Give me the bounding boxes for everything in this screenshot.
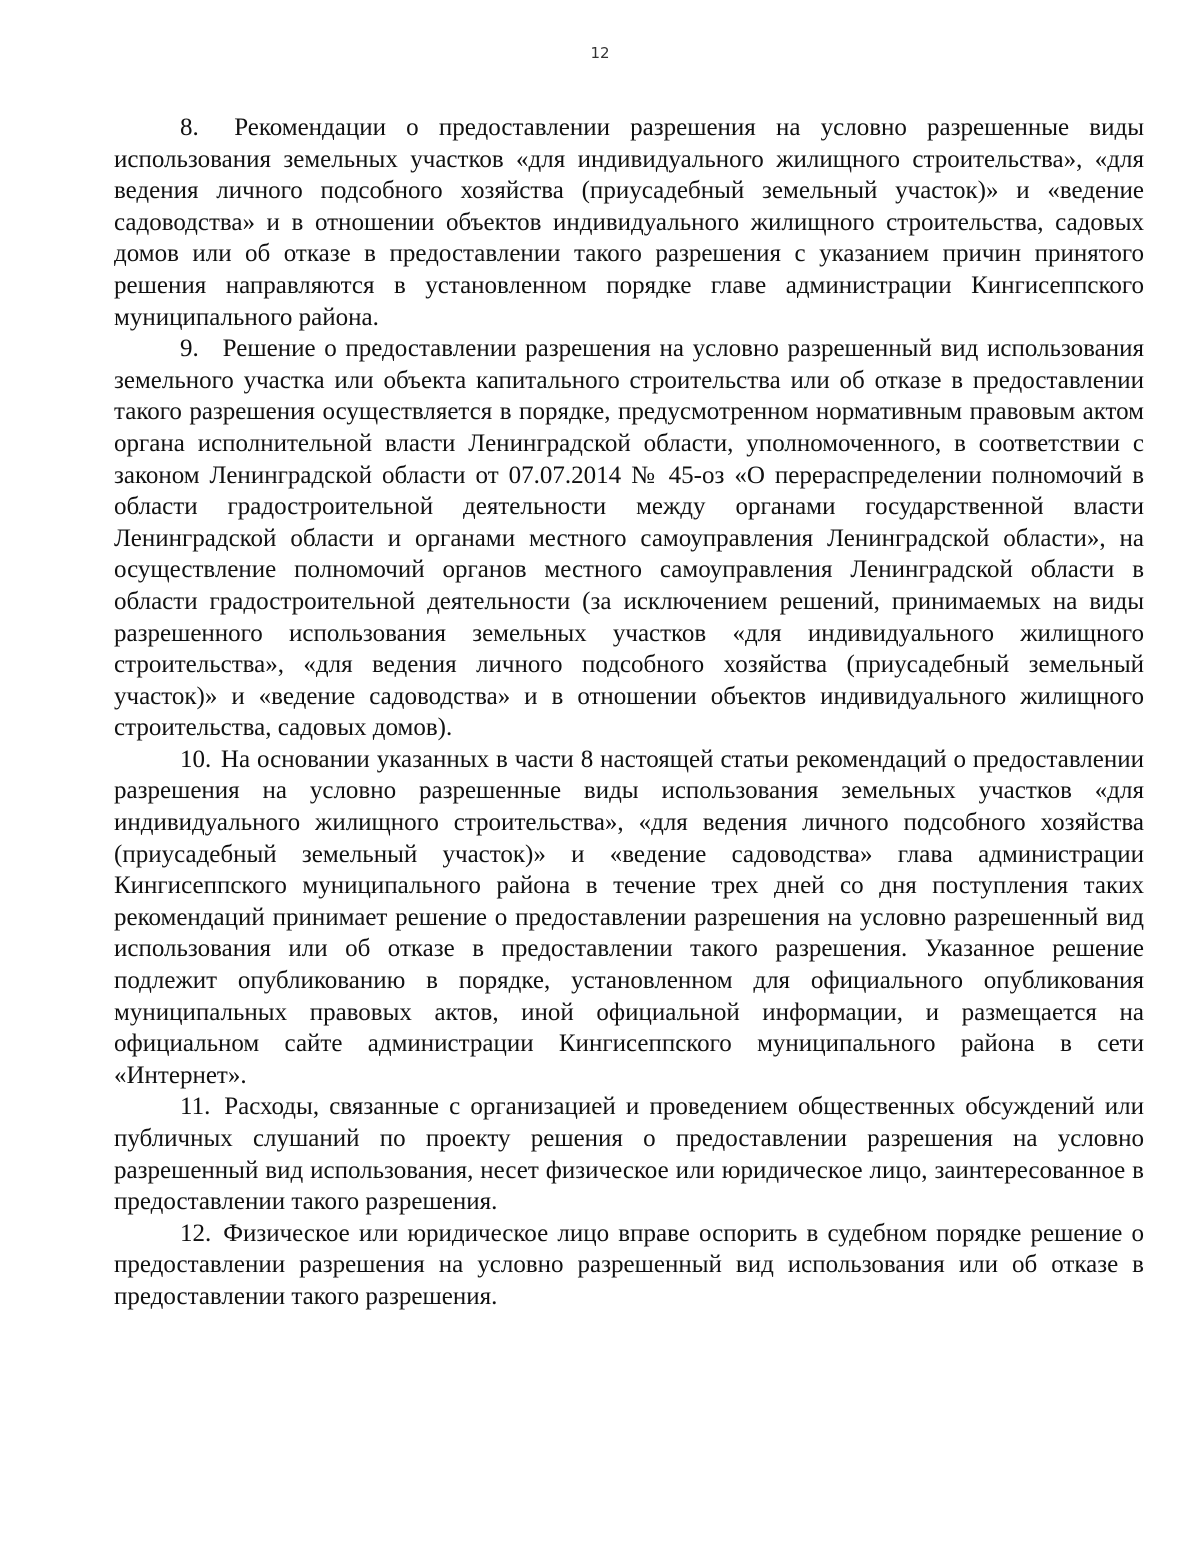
paragraph-8 (114, 112, 1144, 333)
paragraph-number: 9. (180, 335, 199, 363)
paragraph-12 (114, 1218, 1144, 1313)
paragraph-9 (114, 333, 1144, 744)
paragraph-number: 11. (180, 1093, 211, 1121)
document-body (114, 112, 1144, 1313)
page-number: 12 (590, 44, 610, 62)
paragraph-11 (114, 1091, 1144, 1217)
paragraph-number: 12. (180, 1219, 212, 1247)
paragraph-number: 8. (180, 114, 199, 141)
paragraph-text: Физическое или юридическое лицо вправе оспорить в судебном порядке решение о предоставлении разрешения на условно разрешенный вид использования или об отказе в предоставлении такого разрешения. (114, 1219, 1144, 1310)
paragraph-number: 10. (180, 745, 212, 773)
paragraph-text: Рекомендации о предоставлении разрешения на условно разрешенные виды использования земельных участков «для индивидуального жилищного строительства», «для ведения личного подсобного хозяйства (приусадебный земельный участок)» и «ведение садоводства» и в отношении объектов индивидуального жилищного строительства, садовых домов или об отказе в предоставлении такого разрешения с указанием причин принятого решения направляются в установленном порядке главе администрации Кингисеппского муниципального района. (114, 114, 1144, 331)
paragraph-text: На основании указанных в части 8 настоящей статьи рекомендаций о предоставлении разрешения на условно разрешенные виды использования земельных участков «для индивидуального жилищного строительства», «для ведения личного подсобного хозяйства (приусадебный земельный участок)» и «ведение садоводства» глава администрации Кингисеппского муниципального района в течение трех дней со дня поступления таких рекомендаций принимает решение о предоставлении разрешения на условно разрешенный вид использования или об отказе в предоставлении такого разрешения. Указанное решение подлежит опубликованию в порядке, установленном для официального опубликования муниципальных правовых актов, иной официальной информации, и размещается на официальном сайте администрации Кингисеппского муниципального района в сети «Интернет». (114, 745, 1144, 1089)
paragraph-text: Расходы, связанные с организацией и проведением общественных обсуждений или публичных слушаний по проекту решения о предоставлении разрешения на условно разрешенный вид использования, несет физическое или юридическое лицо, заинтересованное в предоставлении такого разрешения. (114, 1093, 1144, 1216)
paragraph-10 (114, 744, 1144, 1092)
paragraph-text: Решение о предоставлении разрешения на условно разрешенный вид использования земельного участка или объекта капитального строительства или об отказе в предоставлении такого разрешения осуществляется в порядке, предусмотренном нормативным правовым актом органа исполнительной власти Ленинградской области, уполномоченного, в соответствии с законом Ленинградской области от 07.07.2014 № 45-оз «О перераспределении полномочий в области градостроительной деятельности между органами государственной власти Ленинградской области и органами местного самоуправления Ленинградской области», на осуществление полномочий органов местного самоуправления Ленинградской области в области градостроительной деятельности (за исключением решений, принимаемых на виды разрешенного использования земельных участков «для индивидуального жилищного строительства», «для ведения личного подсобного хозяйства (приусадебный земельный участок)» и «ведение садоводства» и в отношении объектов индивидуального жилищного строительства, садовых домов). (114, 335, 1145, 742)
